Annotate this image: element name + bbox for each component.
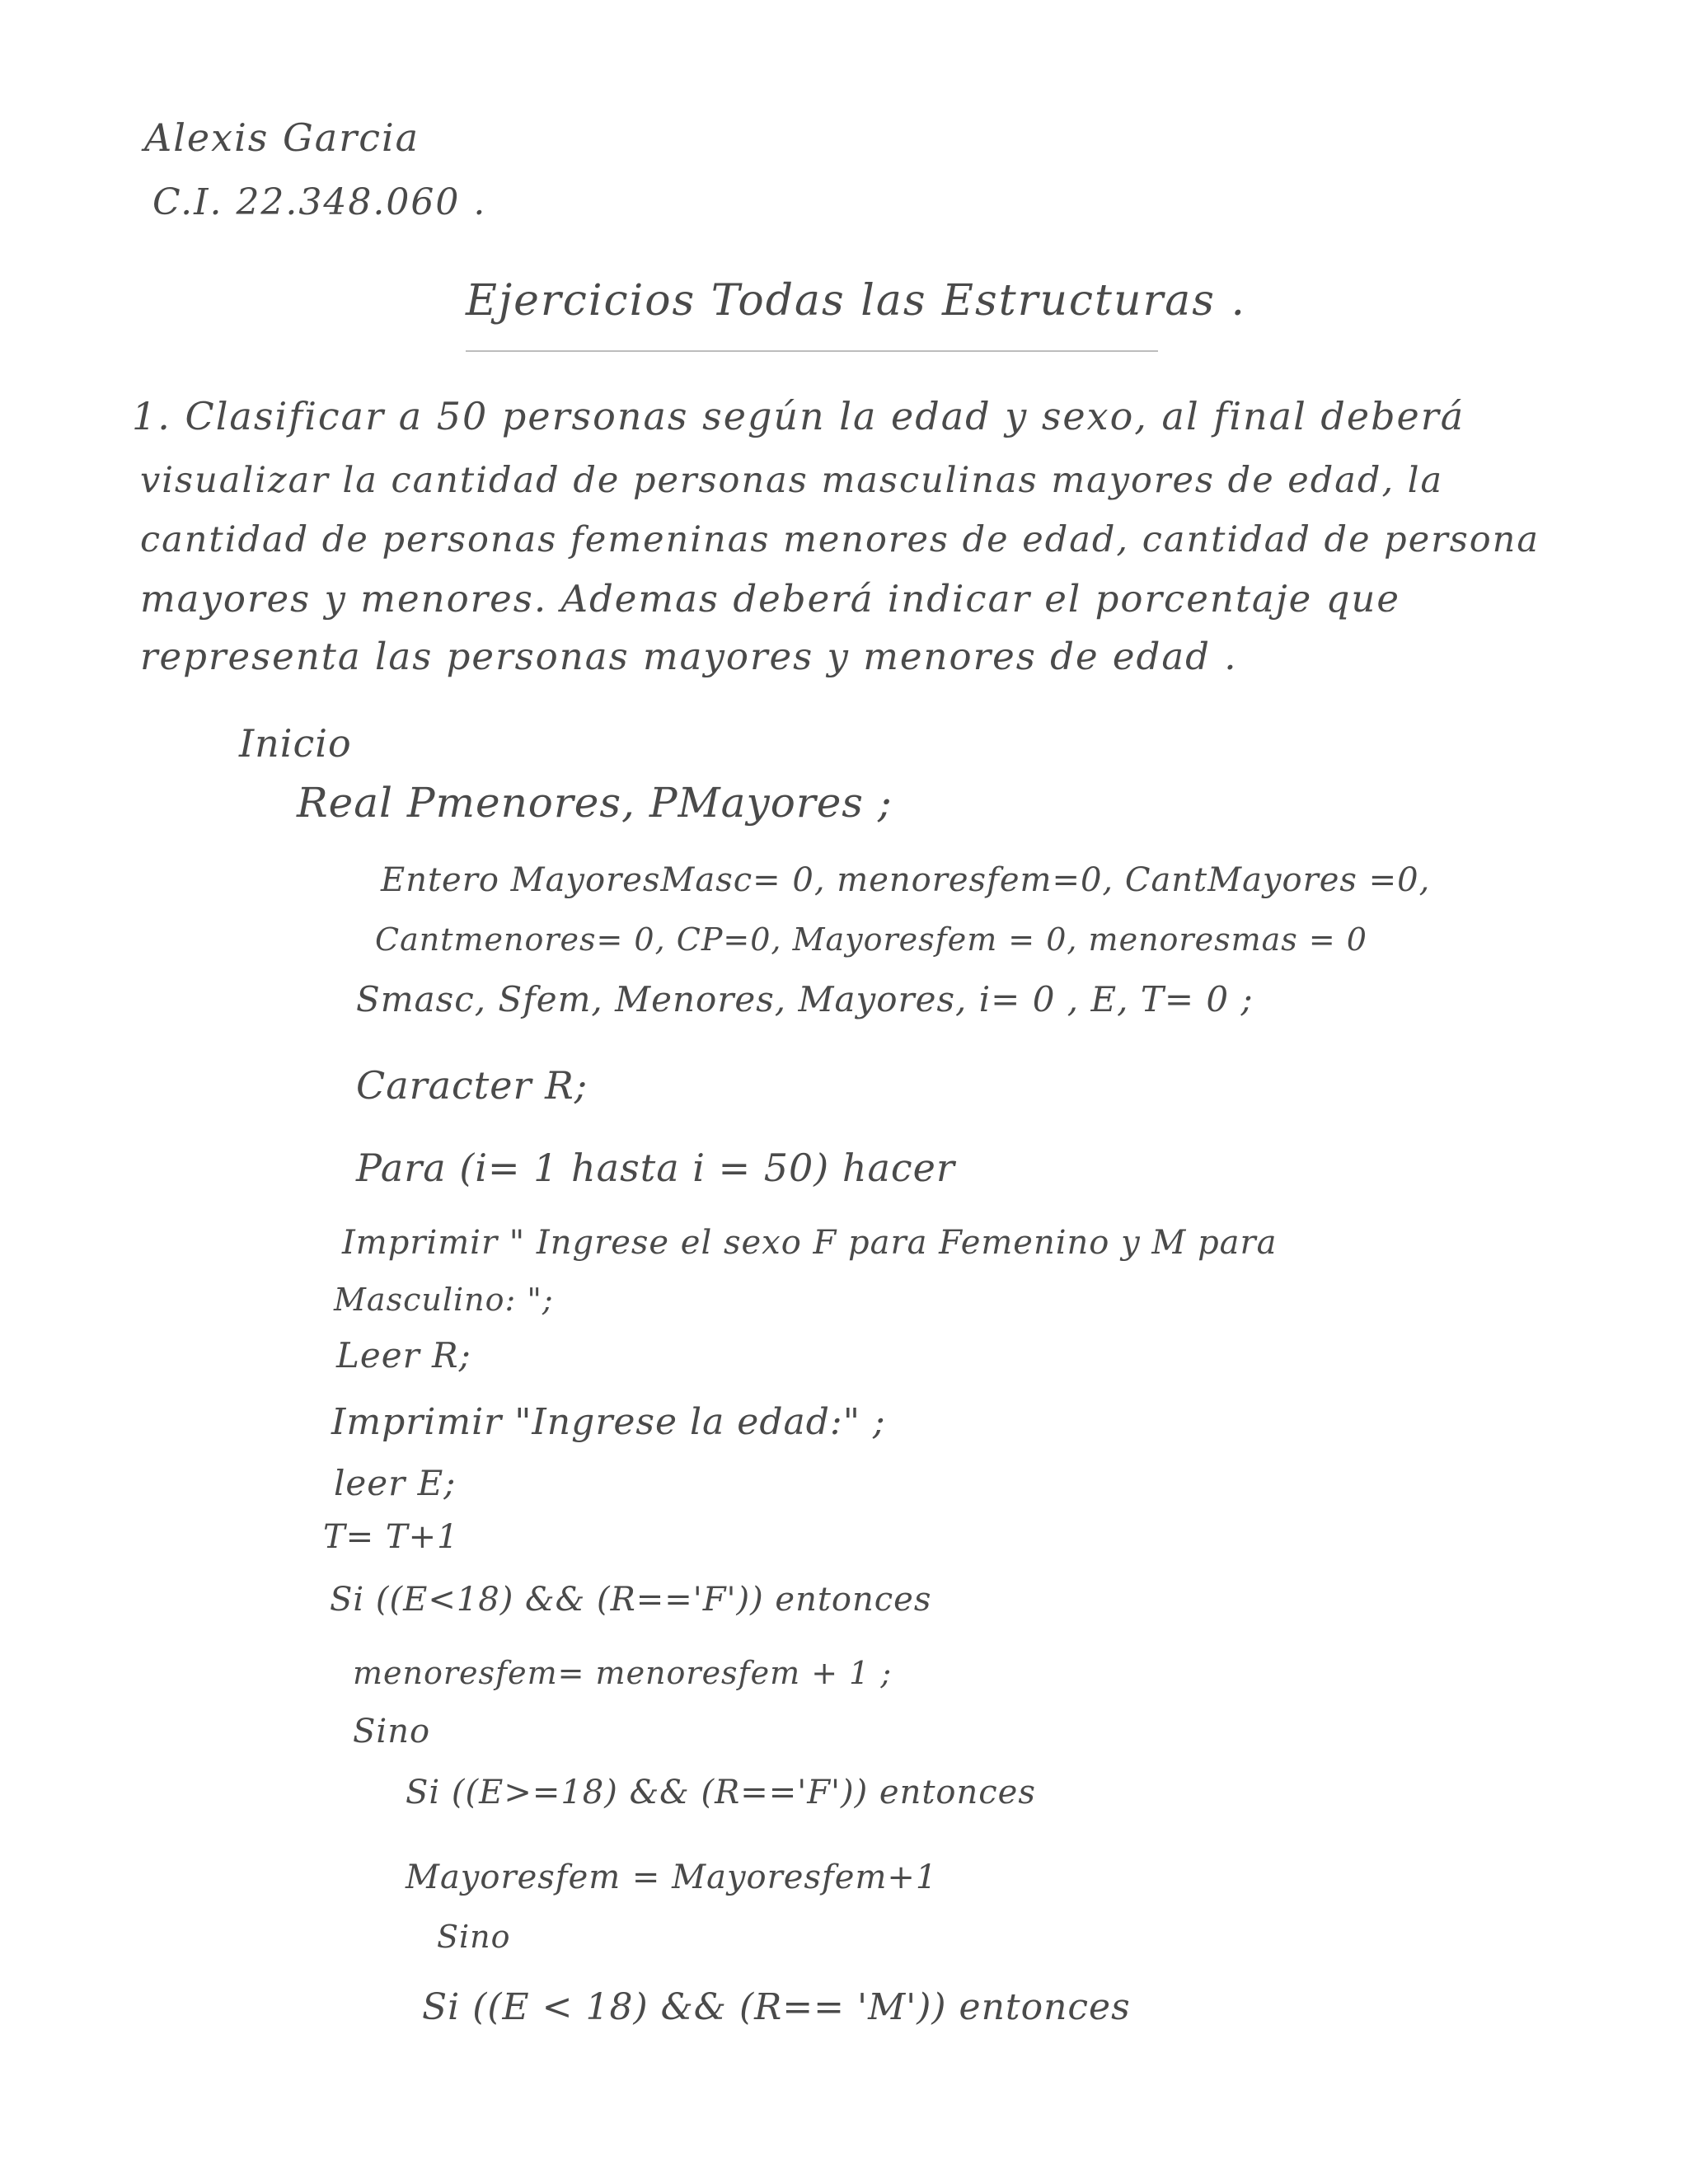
code-line-si-menores-fem: Si ((E<18) && (R=='F')) entonces (330, 1581, 932, 1619)
code-line-imprimir-sexo-cont: Masculino: "; (334, 1282, 554, 1318)
title-underline (466, 350, 1158, 352)
code-line-caracter: Caracter R; (356, 1063, 588, 1108)
code-line-menoresfem-increment: menoresfem= menoresfem + 1 ; (353, 1655, 893, 1691)
code-line-t-increment: T= T+1 (323, 1518, 459, 1556)
code-line-sino: Sino (353, 1713, 431, 1750)
code-line-imprimir-edad: Imprimir "Ingrese la edad:" ; (331, 1401, 886, 1443)
code-line-mayoresfem-increment: Mayoresfem = Mayoresfem+1 (406, 1858, 938, 1896)
statement-line: 1. Clasificar a 50 personas según la edad y sexo, al final deberá (132, 394, 1465, 438)
statement-line: mayores y menores. Ademas deberá indicar el porcentaje que (140, 577, 1401, 621)
code-line-leer-e: leer E; (334, 1463, 457, 1503)
code-line-real-declaration: Real Pmenores, PMayores ; (297, 779, 893, 827)
code-line-imprimir-sexo: Imprimir " Ingrese el sexo F para Femenino y M para (342, 1224, 1278, 1262)
statement-line: visualizar la cantidad de personas masculinas mayores de edad, la (140, 460, 1444, 501)
code-line-leer-r: Leer R; (336, 1335, 471, 1376)
code-line-sino-nested: Sino (437, 1919, 511, 1955)
statement-line: representa las personas mayores y menores de edad . (140, 635, 1238, 678)
author-name: Alexis Garcia (144, 115, 420, 160)
code-line-para-loop: Para (i= 1 hasta i = 50) hacer (356, 1146, 955, 1190)
page-title: Ejercicios Todas las Estructuras . (466, 276, 1247, 326)
code-line-vars: Smasc, Sfem, Menores, Mayores, i= 0 , E, T= 0 ; (356, 979, 1254, 1019)
code-line-entero-declaration: Entero MayoresMasc= 0, menoresfem=0, CantMayores =0, (381, 861, 1431, 899)
statement-line: cantidad de personas femeninas menores de edad, cantidad de persona (140, 519, 1540, 560)
code-line-si-mayores-fem: Si ((E>=18) && (R=='F')) entonces (406, 1774, 1036, 1811)
code-line-entero-continued: Cantmenores= 0, CP=0, Mayoresfem = 0, menoresmas = 0 (375, 921, 1367, 958)
code-line-si-menores-masc: Si ((E < 18) && (R== 'M')) entonces (422, 1986, 1131, 2028)
code-line-start: Inicio (239, 721, 352, 766)
author-id: C.I. 22.348.060 . (152, 181, 487, 223)
